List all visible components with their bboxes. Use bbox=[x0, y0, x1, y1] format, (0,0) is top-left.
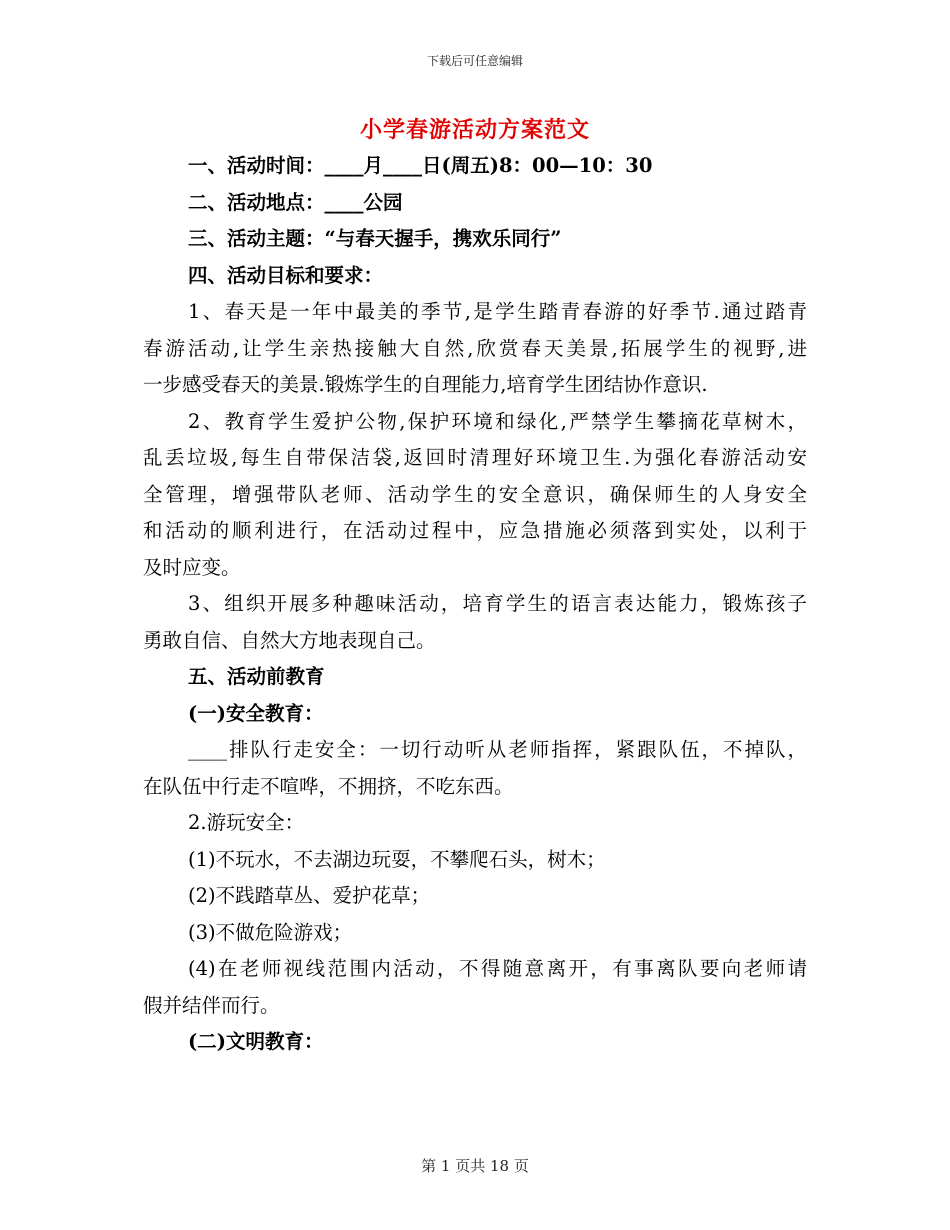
text-line: (4)在老师视线范围内活动，不得随意离开，有事离队要向老师请 bbox=[188, 957, 807, 980]
text-line: 乱丢垃圾,每生自带保洁袋,返回时清理好环境卫生.为强化春游活动安 bbox=[143, 446, 807, 469]
text-line: 春游活动,让学生亲热接触大自然,欣赏春天美景,拓展学生的视野,进 bbox=[143, 336, 807, 360]
text-line: ____排队行走安全：一切行动听从老师指挥，紧跟队伍，不掉队， bbox=[188, 738, 807, 761]
text-line: (二)文明教育： bbox=[188, 1030, 324, 1053]
text-line: (一)安全教育： bbox=[188, 701, 324, 725]
page-header: 下载后可任意编辑 bbox=[426, 54, 523, 68]
text-line: (2)不践踏草丛、爱护花草； bbox=[188, 884, 431, 907]
text-line: 和活动的顺利进行，在活动过程中，应急措施必须落到实处，以利于 bbox=[143, 519, 807, 542]
text-line: 3、组织开展多种趣味活动，培育学生的语言表达能力，锻炼孩子 bbox=[188, 592, 807, 615]
text-line: 三、活动主题：“与春天握手，携欢乐同行” bbox=[188, 227, 562, 250]
text-line: 及时应变。 bbox=[143, 555, 241, 579]
text-line: (3)不做危险游戏； bbox=[188, 920, 353, 944]
text-line: 四、活动目标和要求： bbox=[188, 263, 384, 287]
text-line: 二、活动地点：____公园 bbox=[188, 190, 403, 214]
text-line: 2、教育学生爱护公物,保护环境和绿化,严禁学生攀摘花草树木， bbox=[188, 409, 807, 433]
text-line: (1)不玩水，不去湖边玩耍，不攀爬石头，树木； bbox=[188, 847, 606, 871]
text-line: 2.游玩安全： bbox=[188, 811, 305, 834]
text-line: 全管理，增强带队老师、活动学生的安全意识，确保师生的人身安全 bbox=[143, 482, 807, 506]
text-line: 在队伍中行走不喧哗，不拥挤，不吃东西。 bbox=[143, 774, 514, 798]
page-footer: 第 1 页共 18 页 bbox=[421, 1157, 529, 1175]
text-line: 假并结伴而行。 bbox=[143, 993, 280, 1017]
text-line: 一步感受春天的美景.锻炼学生的自理能力,培育学生团结协作意识. bbox=[143, 373, 708, 396]
document-title: 小学春游活动方案范文 bbox=[359, 117, 590, 143]
text-line: 一、活动时间：____月____日(周五)8：00—10：30 bbox=[188, 154, 653, 177]
document-body bbox=[143, 148, 807, 1061]
text-line: 1、春天是一年中最美的季节,是学生踏青春游的好季节.通过踏青 bbox=[188, 300, 807, 323]
text-line: 五、活动前教育 bbox=[188, 665, 325, 688]
text-line: 勇敢自信、自然大方地表现自己。 bbox=[143, 628, 436, 652]
